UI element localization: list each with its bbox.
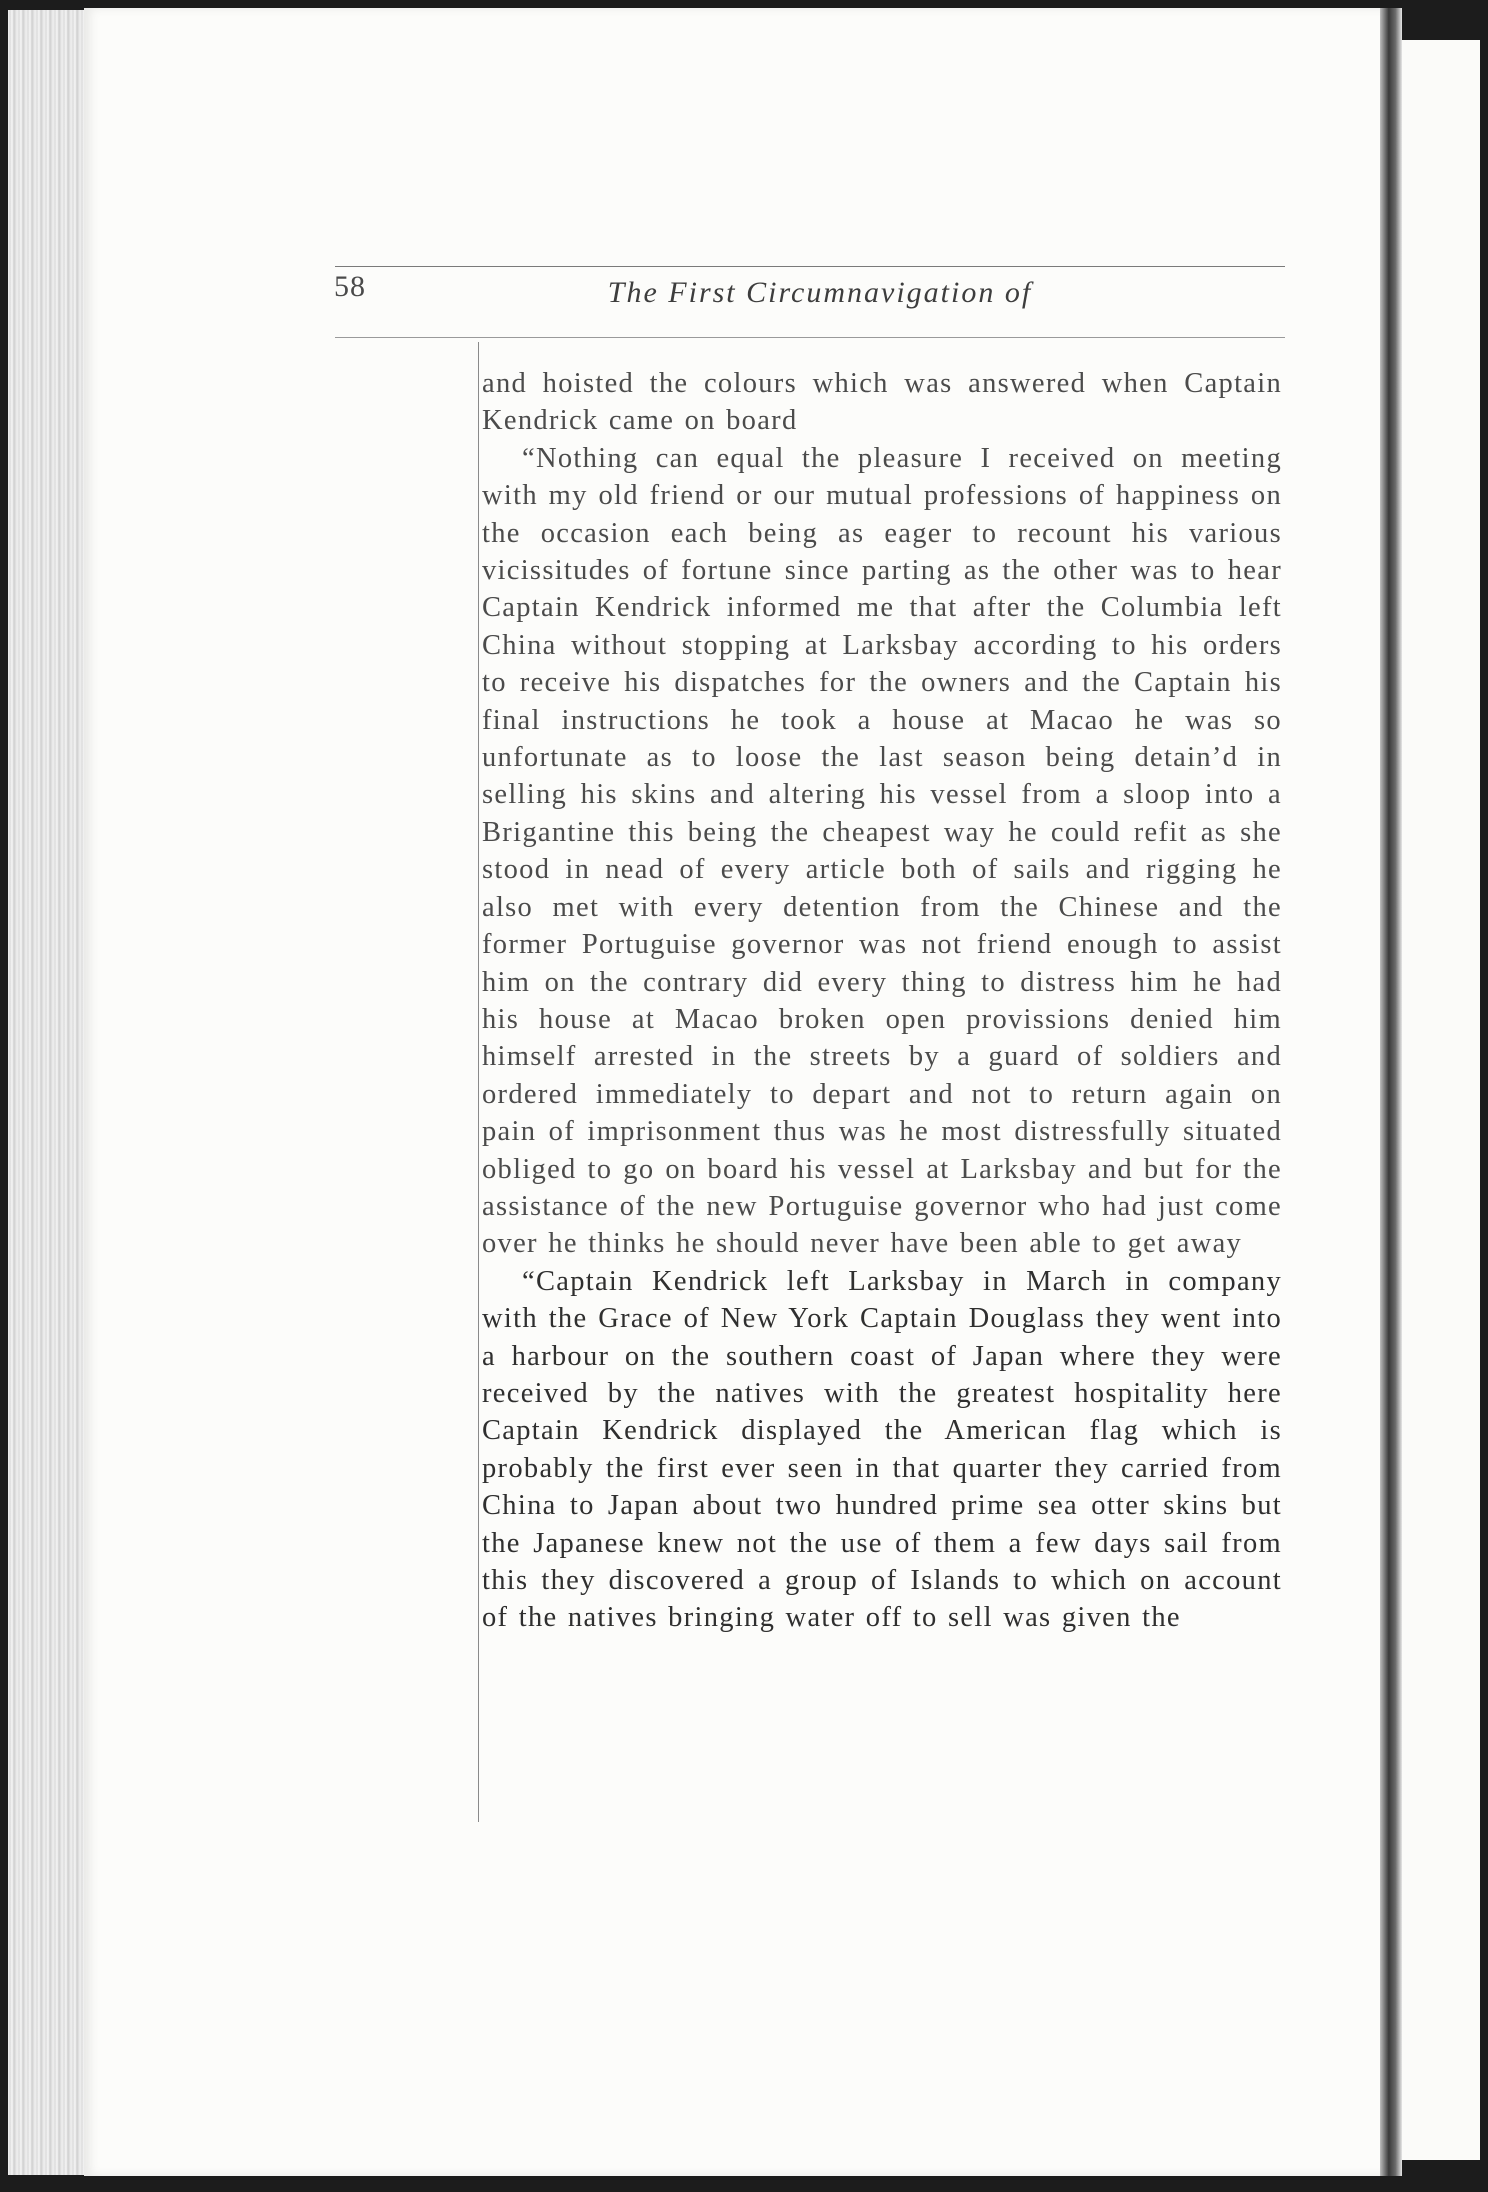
paragraph-1: and hoisted the colours which was answered when Captain Kendrick came on board xyxy=(482,368,1282,437)
header-rule-bottom xyxy=(335,337,1285,338)
body-text xyxy=(482,365,1282,1637)
page-number: 58 xyxy=(334,270,366,303)
paragraph-2: “Nothing can equal the pleasure I received on meeting with my old friend or our mutual professions of happiness on the occasion each being as eager to recount his various vicissitudes of fortune since parting as the other was to hear Captain Kendrick informed me that after the Columbia left China without stopping at Larksbay according to his orders to receive his dispatches for the owners and the Captain his final instructions he took a house at Macao he was so unfortunate as to loose the last season being detain’d in selling his skins and altering his vessel from a sloop into a Brigantine this being the cheapest way he could refit as she stood in nead of every article both of sails and rigging he also met with every detention from the Chinese and the former Portuguise governor was not friend enough to assist him on the contrary did every thing to distress him he had his house at Macao broken open provissions denied him himself arrested in the streets by a guard of soldiers and ordered immediately to depart and not to return again on pain of imprisonment thus was he most distressfully situated obliged to go on board his vessel at Larksbay and but for the assistance of the new Portuguise governor who had just come over he thinks he should never have been able to get away xyxy=(482,442,1282,1260)
facing-page-edge xyxy=(1402,40,1480,2160)
text-margin-line xyxy=(478,342,479,1822)
book-gutter xyxy=(1380,8,1402,2176)
book-page-edges xyxy=(8,10,89,2175)
header-rule-top xyxy=(335,266,1285,267)
running-title: The First Circumnavigation of xyxy=(607,276,1033,309)
paragraph-3: “Captain Kendrick left Larksbay in March in company with the Grace of New York Captain Douglass they went into a harbour on the southern coast of Japan where they were received by the natives with the greatest hospitality here Captain Kendrick displayed the American flag which is probably the first ever seen in that quarter they carried from China to Japan about two hundred prime sea otter skins but the Japanese knew not the use of them a few days sail from this they discovered a group of Islands to which on account of the natives bringing water off to sell was given the xyxy=(482,1265,1282,1634)
